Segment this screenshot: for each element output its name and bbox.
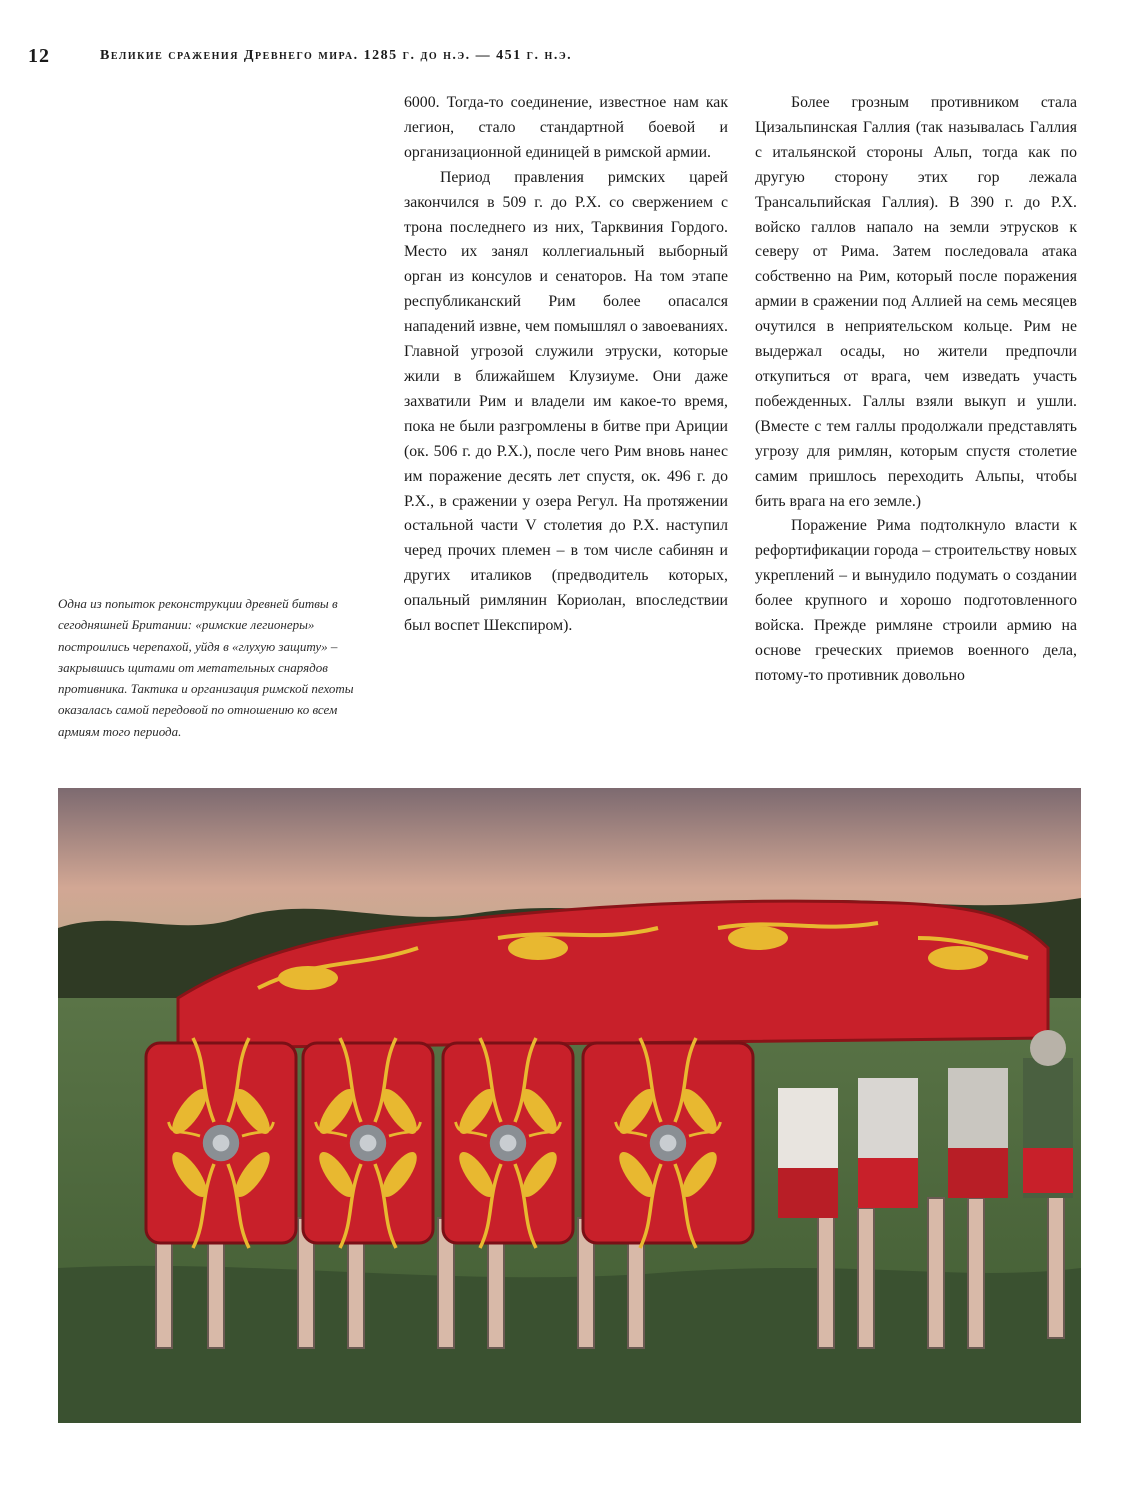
page-number: 12: [28, 45, 50, 67]
running-header: [28, 45, 1118, 71]
paragraph: Период правления римских царей закончился в 509 г. до Р.Х. со свержением с трона последнего из них, Тарквиния Гордого. Место их занял коллегиальный выборный орган из консулов и сенаторов. На том этапе республиканский Рим более опасался нападений извне, чем помышлял о завоеваниях. Главной угрозой служили этруски, которые жили в ближайшем Клузиуме. Они даже захватили Рим и владели им какое-то время, пока не были разгромлены в битве при Ариции (ок. 506 г. до Р.Х.), после чего Рим вновь нанес им поражение десять лет спустя, ок. 496 г. до Р.Х., в сражении у озера Регул. На протяжении остальной части V столетия до Р.Х. наступил черед прочих племен – в том числе сабинян и других италиков (предводитель которых, опальный римлянин Кориолан, впоследствии был воспет Шекспиром).: [404, 168, 728, 635]
running-head-title: Великие сражения Древнего мира. 1285 г. до н.э. — 451 г. н.э.: [100, 48, 573, 63]
photo-caption: Одна из попыток реконструкции древней битвы в сегодняшней Британии: «римские легионеры» построились черепахой, уйдя в «глухую защиту» – закрывшись щитами от метательных снарядов противника. Тактика и организация римской пехоты оказалась самой передовой по отношению ко всем армиям того периода.: [58, 596, 354, 739]
text-column-2: [755, 91, 1077, 689]
text-column-1: [404, 91, 728, 639]
paragraph: 6000. Тогда-то соединение, известное нам как легион, стало стандартной боевой и организационной единицей в римской армии.: [404, 94, 728, 161]
paragraph: Более грозным противником стала Цизальпинская Галлия (так называлась Галлия с итальянской стороны Альп, тогда как по другую сторону этих гор лежала Трансальпийская Галлия). В 390 г. до Р.Х. войско галлов напало на земли этрусков к северу от Рима. Затем последовала атака собственно на Рим, который после поражения армии в сражении под Аллией на семь месяцев очутился в неприятельском кольце. Рим не выдержал осады, но жители предпочли откупиться от врага, чем изведать участь побежденных. Галлы взяли выкуп и ушли. (Вместе с тем галлы продолжали представлять угрозу для римлян, которым спустя столетие самим пришлось переходить Альпы, чтобы бить врага на его земле.): [755, 94, 1077, 510]
testudo-reenactment-photo: [58, 788, 1081, 1423]
paragraph: Поражение Рима подтолкнуло власти к рефортификации города – строительству новых укреплений – и вынудило подумать о создании более крупного и хорошо подготовленного войска. Прежде римляне строили армию на основе греческих приемов военного дела, потому-то противник довольно: [755, 517, 1077, 684]
